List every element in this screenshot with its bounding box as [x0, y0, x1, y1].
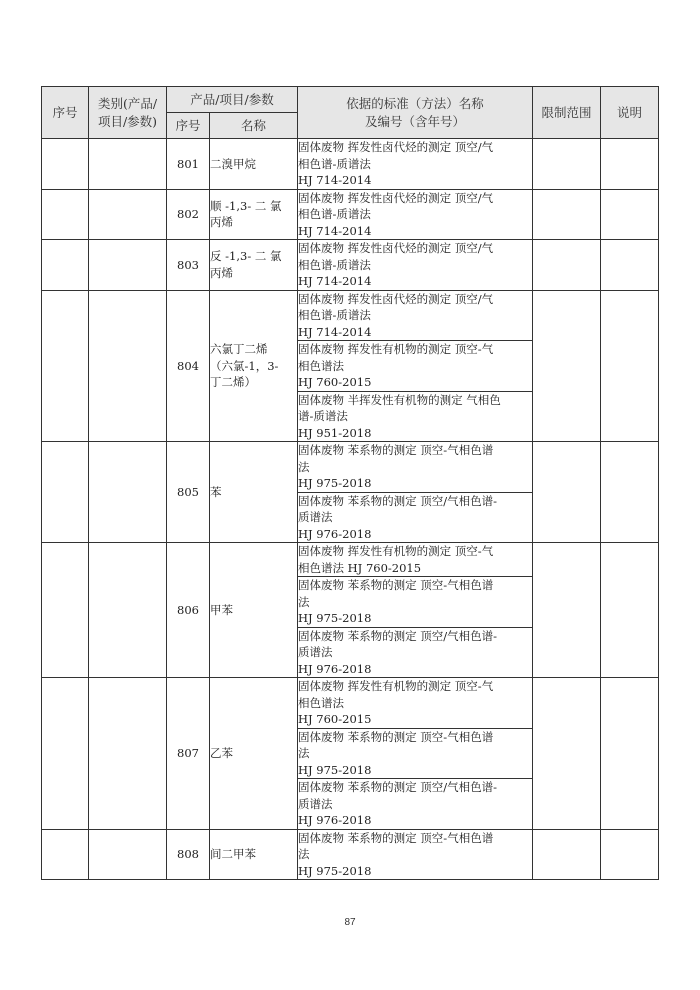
- row-index-cell: [42, 678, 89, 830]
- header-standard-line: 及编号（含年号）: [364, 113, 465, 129]
- standard-method-line: 相色谱法 HJ 760-2015: [298, 560, 422, 575]
- product-name-cell: [210, 189, 298, 240]
- product-name-line: 甲苯: [210, 602, 233, 617]
- standard-method-line: HJ 760-2015: [298, 712, 372, 726]
- standard-method-line: 固体废物 挥发性有机物的测定 顶空-气: [298, 342, 494, 356]
- header-standard-line: 依据的标准（方法）名称: [346, 95, 484, 111]
- standard-method-line: HJ 975-2018: [298, 762, 372, 777]
- standard-method-line: 相色谱法: [298, 695, 344, 710]
- limit-range-cell: [533, 442, 601, 543]
- product-number-cell: 803: [167, 240, 210, 291]
- row-index-cell: [42, 240, 89, 291]
- note-cell: [601, 543, 659, 678]
- header-category-line: 类别(产品/: [97, 95, 158, 111]
- standard-method-line: 相色谱-质谱法: [298, 207, 371, 221]
- standard-method-line: HJ 714-2014: [298, 324, 372, 339]
- note-cell: [601, 829, 659, 880]
- standard-method-line: 固体废物 苯系物的测定 顶空-气相色谱: [298, 578, 494, 592]
- product-number-cell: 807: [167, 678, 210, 830]
- standard-method-line: HJ 976-2018: [298, 661, 372, 676]
- table-row: [42, 543, 659, 577]
- standard-method-line: 质谱法: [298, 510, 333, 524]
- row-index-cell: [42, 139, 89, 190]
- standard-method-cell: [298, 779, 533, 830]
- row-category-cell: [89, 189, 167, 240]
- note-cell: [601, 290, 659, 442]
- standard-method-cell: [298, 492, 533, 543]
- product-name-line: 丁二烯）: [210, 375, 256, 389]
- limit-range-cell: [533, 678, 601, 830]
- note-cell: [601, 678, 659, 830]
- standard-method-cell: [298, 189, 533, 240]
- standard-method-line: HJ 976-2018: [298, 526, 372, 541]
- standard-method-cell: [298, 391, 533, 442]
- standard-method-line: 固体废物 挥发性有机物的测定 顶空-气: [298, 544, 494, 558]
- note-cell: [601, 189, 659, 240]
- product-name-line: 六氯丁二烯: [210, 342, 268, 356]
- limit-range-cell: [533, 189, 601, 240]
- product-name-line: 反 -1,3- 二 氯: [210, 249, 282, 264]
- product-number-cell: 802: [167, 189, 210, 240]
- standard-method-cell: [298, 728, 533, 779]
- product-name-line: 间二甲苯: [210, 847, 256, 861]
- row-index-cell: [42, 290, 89, 442]
- table-row: [42, 829, 659, 880]
- standard-method-line: 固体废物 苯系物的测定 顶空/气相色谱-: [298, 780, 498, 794]
- table-row: [42, 139, 659, 190]
- product-number-cell: 808: [167, 829, 210, 880]
- standard-method-cell: [298, 577, 533, 628]
- product-name-line: 丙烯: [210, 265, 233, 280]
- header-sub-index: 序号: [167, 113, 210, 139]
- product-name-cell: [210, 290, 298, 442]
- header-product-group: 产品/项目/参数: [167, 87, 298, 113]
- standard-method-line: 法: [298, 847, 310, 861]
- product-name-cell: [210, 678, 298, 830]
- row-index-cell: [42, 442, 89, 543]
- row-index-cell: [42, 829, 89, 880]
- standard-method-line: HJ 714-2014: [298, 173, 372, 187]
- limit-range-cell: [533, 240, 601, 291]
- standard-method-line: 谱-质谱法: [298, 409, 348, 423]
- standard-method-line: 质谱法: [298, 796, 333, 811]
- row-category-cell: [89, 829, 167, 880]
- header-note: 说明: [601, 87, 659, 139]
- product-name-line: 二溴甲烷: [210, 156, 256, 171]
- product-name-cell: [210, 442, 298, 543]
- standard-method-line: 固体废物 挥发性卤代烃的测定 顶空/气: [298, 140, 494, 154]
- table-row: [42, 678, 659, 729]
- header-index: 序号: [42, 87, 89, 139]
- limit-range-cell: [533, 290, 601, 442]
- standard-method-line: HJ 975-2018: [298, 476, 372, 490]
- product-name-line: 顺 -1,3- 二 氯: [210, 198, 282, 213]
- limit-range-cell: [533, 829, 601, 880]
- product-number-cell: 804: [167, 290, 210, 442]
- standard-method-line: HJ 975-2018: [298, 863, 372, 878]
- row-category-cell: [89, 678, 167, 830]
- note-cell: [601, 442, 659, 543]
- standard-method-line: HJ 760-2015: [298, 375, 372, 389]
- row-category-cell: [89, 290, 167, 442]
- standard-method-line: 固体废物 苯系物的测定 顶空/气相色谱-: [298, 628, 498, 643]
- header-category: [89, 87, 167, 139]
- standard-method-line: 法: [298, 594, 310, 609]
- standard-method-cell: [298, 627, 533, 678]
- standard-method-line: 法: [298, 459, 310, 474]
- standard-method-cell: [298, 341, 533, 392]
- standard-method-line: HJ 714-2014: [298, 274, 372, 288]
- table-row: [42, 189, 659, 240]
- standard-method-cell: [298, 139, 533, 190]
- header-limit: 限制范围: [533, 87, 601, 139]
- standard-method-line: HJ 976-2018: [298, 813, 372, 827]
- standard-method-line: 相色谱-质谱法: [298, 257, 371, 272]
- standard-method-line: HJ 951-2018: [298, 425, 372, 440]
- row-index-cell: [42, 543, 89, 678]
- row-category-cell: [89, 543, 167, 678]
- row-category-cell: [89, 240, 167, 291]
- standard-method-line: 相色谱-质谱法: [298, 156, 371, 171]
- header-category-line: 项目/参数): [97, 113, 158, 129]
- product-number-cell: 801: [167, 139, 210, 190]
- standard-method-line: 相色谱法: [298, 358, 344, 373]
- header-standard: [298, 87, 533, 139]
- standard-method-line: 相色谱-质谱法: [298, 308, 371, 322]
- standard-method-line: 固体废物 苯系物的测定 顶空-气相色谱: [298, 830, 494, 845]
- standard-method-line: 固体废物 挥发性卤代烃的测定 顶空/气: [298, 241, 494, 255]
- table-row: [42, 240, 659, 291]
- row-index-cell: [42, 189, 89, 240]
- standard-method-line: 固体废物 苯系物的测定 顶空/气相色谱-: [298, 493, 498, 508]
- table-row: [42, 290, 659, 341]
- product-name-cell: [210, 543, 298, 678]
- standard-method-line: 质谱法: [298, 645, 333, 659]
- table-row: [42, 442, 659, 493]
- standard-method-line: 固体废物 苯系物的测定 顶空-气相色谱: [298, 729, 494, 744]
- standard-method-line: 固体废物 挥发性卤代烃的测定 顶空/气: [298, 291, 494, 306]
- product-number-cell: 805: [167, 442, 210, 543]
- row-category-cell: [89, 442, 167, 543]
- limit-range-cell: [533, 139, 601, 190]
- limit-range-cell: [533, 543, 601, 678]
- standard-method-line: 固体废物 挥发性有机物的测定 顶空-气: [298, 679, 494, 693]
- standard-method-line: 固体废物 苯系物的测定 顶空-气相色谱: [298, 443, 494, 457]
- standard-method-line: HJ 714-2014: [298, 223, 372, 238]
- header-sub-name: 名称: [210, 113, 298, 139]
- standard-method-cell: [298, 290, 533, 341]
- product-name-line: 乙苯: [210, 746, 233, 760]
- table-header: [42, 87, 659, 139]
- standards-table: [41, 86, 659, 880]
- row-category-cell: [89, 139, 167, 190]
- product-name-cell: [210, 139, 298, 190]
- standard-method-cell: [298, 240, 533, 291]
- page-number: 87: [344, 917, 356, 928]
- table-body: [42, 139, 659, 880]
- product-number-cell: 806: [167, 543, 210, 678]
- standard-method-line: 固体废物 半挥发性有机物的测定 气相色: [298, 392, 501, 407]
- standard-method-line: HJ 975-2018: [298, 611, 372, 625]
- product-name-cell: [210, 240, 298, 291]
- product-name-cell: [210, 829, 298, 880]
- note-cell: [601, 139, 659, 190]
- note-cell: [601, 240, 659, 291]
- product-name-line: 丙烯: [210, 215, 233, 230]
- standard-method-cell: [298, 829, 533, 880]
- standard-method-line: 固体废物 挥发性卤代烃的测定 顶空/气: [298, 190, 494, 205]
- standard-method-cell: [298, 678, 533, 729]
- product-name-line: （六氯-1，3-: [210, 358, 279, 373]
- standard-method-line: 法: [298, 746, 310, 760]
- standard-method-cell: [298, 442, 533, 493]
- standard-method-cell: [298, 543, 533, 577]
- product-name-line: 苯: [210, 484, 222, 499]
